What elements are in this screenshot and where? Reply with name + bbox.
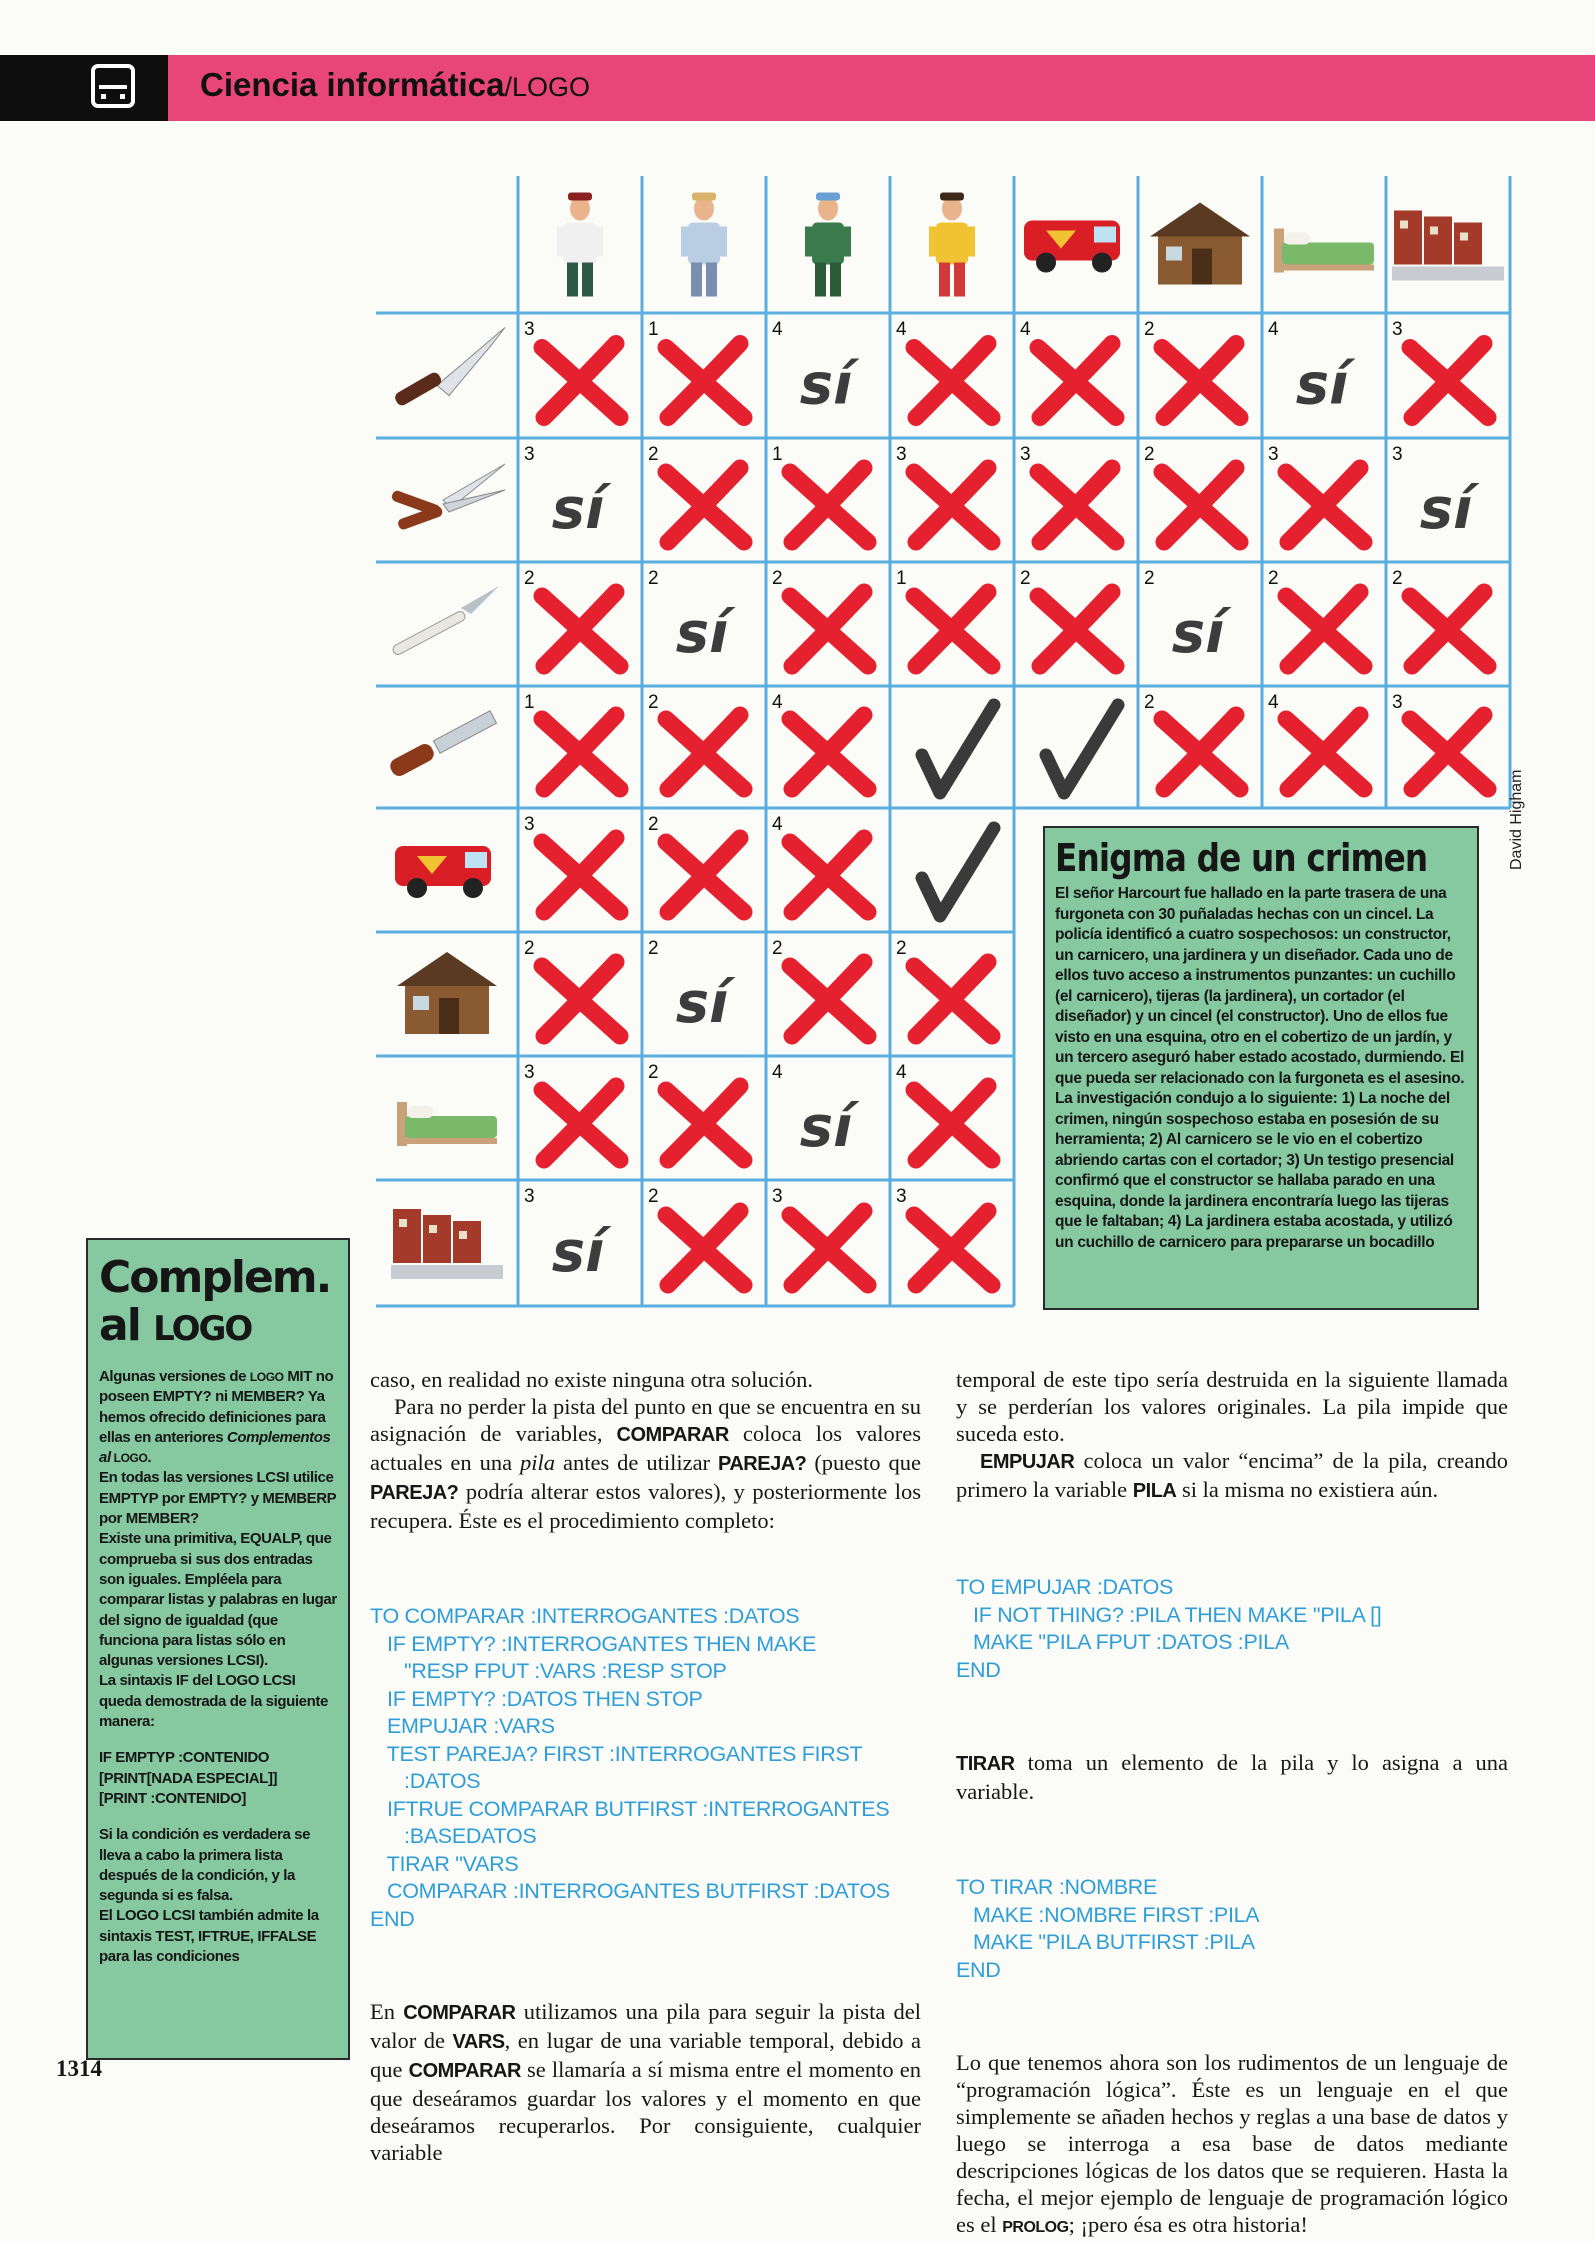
- cross-mark: [790, 838, 868, 912]
- cross-mark: [1286, 468, 1364, 542]
- cell-number: 3: [1392, 444, 1403, 465]
- cell-number: 3: [772, 1186, 783, 1207]
- cell-number: 2: [1020, 568, 1031, 589]
- bed-icon: [397, 1102, 497, 1146]
- complemento-code-2: [PRINT[NADA ESPECIAL]]: [99, 1769, 278, 1787]
- cell-number: 3: [524, 814, 535, 835]
- col2-p3: TIRAR toma un elemento de la pila y lo asigna a una variable.: [956, 1750, 1508, 1804]
- col1-p3: En COMPARAR utilizamos una pila para seguir la pista del valor de VARS, en lugar de una variable temporal, debido a que COMPARAR se llamaría a sí misma entre el momento en que deseáramos guardar los valores y el momento en que deseáramos recuperarlos. Por consiguiente, cualquier variable: [370, 1999, 922, 2165]
- cell-number: 4: [896, 1062, 907, 1083]
- cross-mark: [790, 962, 868, 1036]
- header-black-block: [0, 55, 168, 121]
- cell-number: 3: [524, 319, 535, 340]
- knife-icon: [393, 328, 505, 408]
- cross-mark: [790, 468, 868, 542]
- si-mark: sí: [1295, 352, 1349, 418]
- cell-number: 3: [524, 1062, 535, 1083]
- cell-number: 3: [896, 1186, 907, 1207]
- col2-p1: temporal de este tipo sería destruida en la siguiente llamada y se perderían los valores originales. La pila impide que suceda esto.: [956, 1367, 1508, 1446]
- cross-mark: [1410, 344, 1488, 418]
- cell-number: 3: [896, 444, 907, 465]
- cross-mark: [666, 838, 744, 912]
- scalpel-icon: [391, 586, 499, 656]
- si-mark: sí: [675, 601, 729, 666]
- cell-number: 2: [1144, 692, 1155, 713]
- shed-icon: [1150, 203, 1250, 285]
- cell-number: 2: [524, 938, 535, 959]
- designer-figure-icon: [929, 193, 975, 297]
- cross-mark: [1410, 592, 1488, 666]
- complemento-box: [86, 1238, 350, 2060]
- cell-number: 3: [1020, 444, 1031, 465]
- si-mark: sí: [1171, 601, 1225, 666]
- cross-mark: [666, 344, 744, 418]
- tirar-code: TO TIRAR :NOMBRE MAKE :NOMBRE FIRST :PILA MAKE "PILA BUTFIRST :PILA END: [956, 1875, 1260, 1982]
- cell-number: 2: [648, 444, 659, 465]
- complemento-p4: La sintaxis IF del LOGO LCSI queda demostrada de la siguiente manera:: [99, 1672, 328, 1731]
- cell-number: 2: [648, 1062, 659, 1083]
- cell-number: 3: [524, 1186, 535, 1207]
- body-column-1: [370, 1366, 921, 2166]
- complemento-code-1: IF EMPTYP :CONTENIDO: [99, 1749, 270, 1767]
- cross-mark: [790, 715, 868, 789]
- cross-mark: [542, 962, 620, 1036]
- cell-number: 3: [524, 444, 535, 465]
- cross-mark: [914, 1211, 992, 1285]
- enigma-box: [1043, 826, 1479, 1310]
- complemento-title: Complem. al LOGO: [99, 1252, 331, 1351]
- cross-mark: [914, 468, 992, 542]
- complemento-code-3: [PRINT :CONTENIDO]: [99, 1789, 246, 1807]
- empujar-code: TO EMPUJAR :DATOS IF NOT THING? :PILA THEN MAKE "PILA [] MAKE "PILA FPUT :DATOS :PILA END: [956, 1575, 1382, 1682]
- cell-number: 4: [896, 319, 907, 340]
- page-number: 1314: [56, 2056, 102, 2081]
- cross-mark: [666, 715, 744, 789]
- cross-mark: [1162, 344, 1240, 418]
- complemento-p5: Si la condición es verdadera se lleva a cabo la primera lista después de la condición, y la segunda si es falsa.: [99, 1826, 311, 1905]
- cross-mark: [1410, 715, 1488, 789]
- cross-mark: [914, 344, 992, 418]
- gardener-figure-icon: [805, 193, 851, 297]
- butcher-figure-icon: [681, 193, 727, 297]
- cross-mark: [790, 1211, 868, 1285]
- cell-number: 4: [772, 814, 783, 835]
- cell-number: 2: [772, 568, 783, 589]
- shed-icon: [397, 952, 497, 1034]
- cell-number: 2: [1268, 568, 1279, 589]
- cell-number: 2: [648, 1186, 659, 1207]
- si-mark: sí: [799, 352, 853, 418]
- complemento-p2: En todas las versiones LCSI utilice EMPTYP por EMPTY? y MEMBERP por MEMBER?: [99, 1469, 337, 1528]
- complemento-p1: Algunas versiones de LOGO MIT no poseen EMPTY? ni MEMBER? Ya hemos ofrecido definiciones para ellas en anteriores Complementos al LOGO.: [99, 1368, 334, 1467]
- cell-number: 4: [772, 692, 783, 713]
- check-mark: [1046, 705, 1118, 793]
- van-icon: [395, 846, 491, 898]
- street-corner-icon: [391, 1209, 503, 1279]
- cross-mark: [1286, 715, 1364, 789]
- si-mark: sí: [799, 1095, 853, 1160]
- cross-mark: [666, 1211, 744, 1285]
- cell-number: 3: [1268, 444, 1279, 465]
- cell-number: 2: [896, 938, 907, 959]
- cell-number: 2: [1144, 319, 1155, 340]
- cross-mark: [542, 838, 620, 912]
- cross-mark: [914, 962, 992, 1036]
- cross-mark: [1038, 592, 1116, 666]
- cross-mark: [1162, 715, 1240, 789]
- comparar-code: TO COMPARAR :INTERROGANTES :DATOS IF EMPTY? :INTERROGANTES THEN MAKE "RESP FPUT :VARS :RESP STOP IF EMPTY? :DATOS THEN STOP EMPUJAR :VARS TEST PAREJA? FIRST :INTERROGANTES FIRST :DATOS IFTRUE COMPARAR BUTFIRST :INTERROGANTES :BASEDATOS TIRAR "VARS COMPARAR :INTERROGANTES BUTFIRST :DATOS END: [370, 1604, 890, 1931]
- cell-number: 3: [1392, 692, 1403, 713]
- col2-p2: EMPUJAR coloca un valor “encima” de la pila, creando primero la variable PILA si la misma no existiera aún.: [956, 1448, 1508, 1502]
- illustration-credit: David Higham: [1508, 769, 1525, 870]
- cell-number: 1: [772, 444, 783, 465]
- street-corner-icon: [1392, 211, 1504, 281]
- van-icon: [1024, 221, 1120, 273]
- cell-number: 2: [772, 938, 783, 959]
- chisel-icon: [387, 711, 496, 779]
- cross-mark: [542, 592, 620, 666]
- section-title: Ciencia informática/LOGO: [200, 66, 590, 103]
- computer-icon: [91, 64, 135, 108]
- col1-p1: caso, en realidad no existe ninguna otra solución.: [370, 1367, 813, 1392]
- si-mark: sí: [675, 971, 729, 1036]
- si-mark: sí: [1419, 477, 1473, 542]
- enigma-title: Enigma de un crimen: [1055, 836, 1428, 880]
- col2-p4: Lo que tenemos ahora son los rudimentos de un lenguaje de “programación lógica”. Éste es un lenguaje en el que simplemente se añaden hechos y reglas a una base de datos y luego se interroga a esa base de datos mediante descripciones lógicas de los datos que se requieren. Hasta la fecha, el mejor ejemplo de lenguaje de programación lógico es el PROLOG; ¡pero ésa es otra historia!: [956, 2050, 1508, 2237]
- cell-number: 2: [1144, 444, 1155, 465]
- cross-mark: [790, 592, 868, 666]
- cell-number: 2: [648, 692, 659, 713]
- cross-mark: [666, 1086, 744, 1160]
- complemento-p6: El LOGO LCSI también admite la sintaxis TEST, IFTRUE, IFFALSE para las condiciones: [99, 1907, 319, 1966]
- cross-mark: [914, 1086, 992, 1160]
- enigma-text: El señor Harcourt fue hallado en la parte trasera de una furgoneta con 30 puñaladas hechas con un cincel. La policía identificó a cuatro sospechosos: un constructor, un carnicero, una jardinera y un diseñador. Cada uno de ellos tuvo acceso a instrumentos punzantes: un cuchillo (el carnicero), tijeras (la jardinera), un cortador (el diseñador) y un cincel (el constructor). Uno de ellos fue visto en una esquina, otro en el cobertizo de un jardín, y un tercero aseguró haber estado acostado, durmiendo. El que pueda ser relacionado con la furgoneta es el asesino. La investigación condujo a lo siguiente: 1) La noche del crimen, ningún sospechoso estaba en posesión de su herramienta; 2) Al carnicero se le vio en el cobertizo abriendo cartas con el cortador; 3) Un testigo presencial confirmó que el constructor se hallaba parado en una esquina, donde la jardinera encontraría luego las tijeras que le faltaban; 4) La jardinera estaba acostada, y utilizó un cuchillo de carnicero para prepararse un bocadillo: [1055, 885, 1465, 1251]
- check-mark: [922, 705, 994, 793]
- si-mark: sí: [551, 477, 605, 542]
- check-mark: [922, 828, 994, 916]
- cross-mark: [542, 715, 620, 789]
- body-column-2: [956, 1366, 1508, 2241]
- cell-number: 2: [1144, 568, 1155, 589]
- cross-mark: [542, 344, 620, 418]
- cross-mark: [1038, 344, 1116, 418]
- bed-icon: [1274, 229, 1374, 273]
- cell-number: 2: [648, 938, 659, 959]
- cell-number: 1: [648, 319, 659, 340]
- cell-number: 4: [772, 1062, 783, 1083]
- cell-number: 2: [648, 814, 659, 835]
- cross-mark: [542, 1086, 620, 1160]
- cell-number: 1: [896, 568, 907, 589]
- cross-mark: [1038, 468, 1116, 542]
- si-mark: sí: [551, 1220, 605, 1285]
- cross-mark: [666, 468, 744, 542]
- cell-number: 1: [524, 692, 535, 713]
- shears-icon: [391, 464, 505, 531]
- cell-number: 4: [1268, 692, 1279, 713]
- cell-number: 2: [1392, 568, 1403, 589]
- cross-mark: [1286, 592, 1364, 666]
- cell-number: 4: [772, 319, 783, 340]
- cross-mark: [1162, 468, 1240, 542]
- cell-number: 3: [1392, 319, 1403, 340]
- cell-number: 2: [648, 568, 659, 589]
- cell-number: 4: [1020, 319, 1031, 340]
- cross-mark: [914, 592, 992, 666]
- cell-number: 2: [524, 568, 535, 589]
- col1-p2: Para no perder la pista del punto en que se encuentra en su asignación de variables, COMPARAR coloca los valores actuales en una pila antes de utilizar PAREJA? (puesto que PAREJA? podría alterar estos valores), y posteriormente los recupera. Éste es el procedimiento completo:: [370, 1394, 921, 1533]
- builder-figure-icon: [557, 193, 603, 297]
- cell-number: 4: [1268, 319, 1279, 340]
- complemento-p3: Existe una primitiva, EQUALP, que comprueba si sus dos entradas son iguales. Empléela para comparar listas y palabras en lugar del signo de igualdad (que funciona para listas sólo en algunas versiones LCSI).: [99, 1530, 337, 1670]
